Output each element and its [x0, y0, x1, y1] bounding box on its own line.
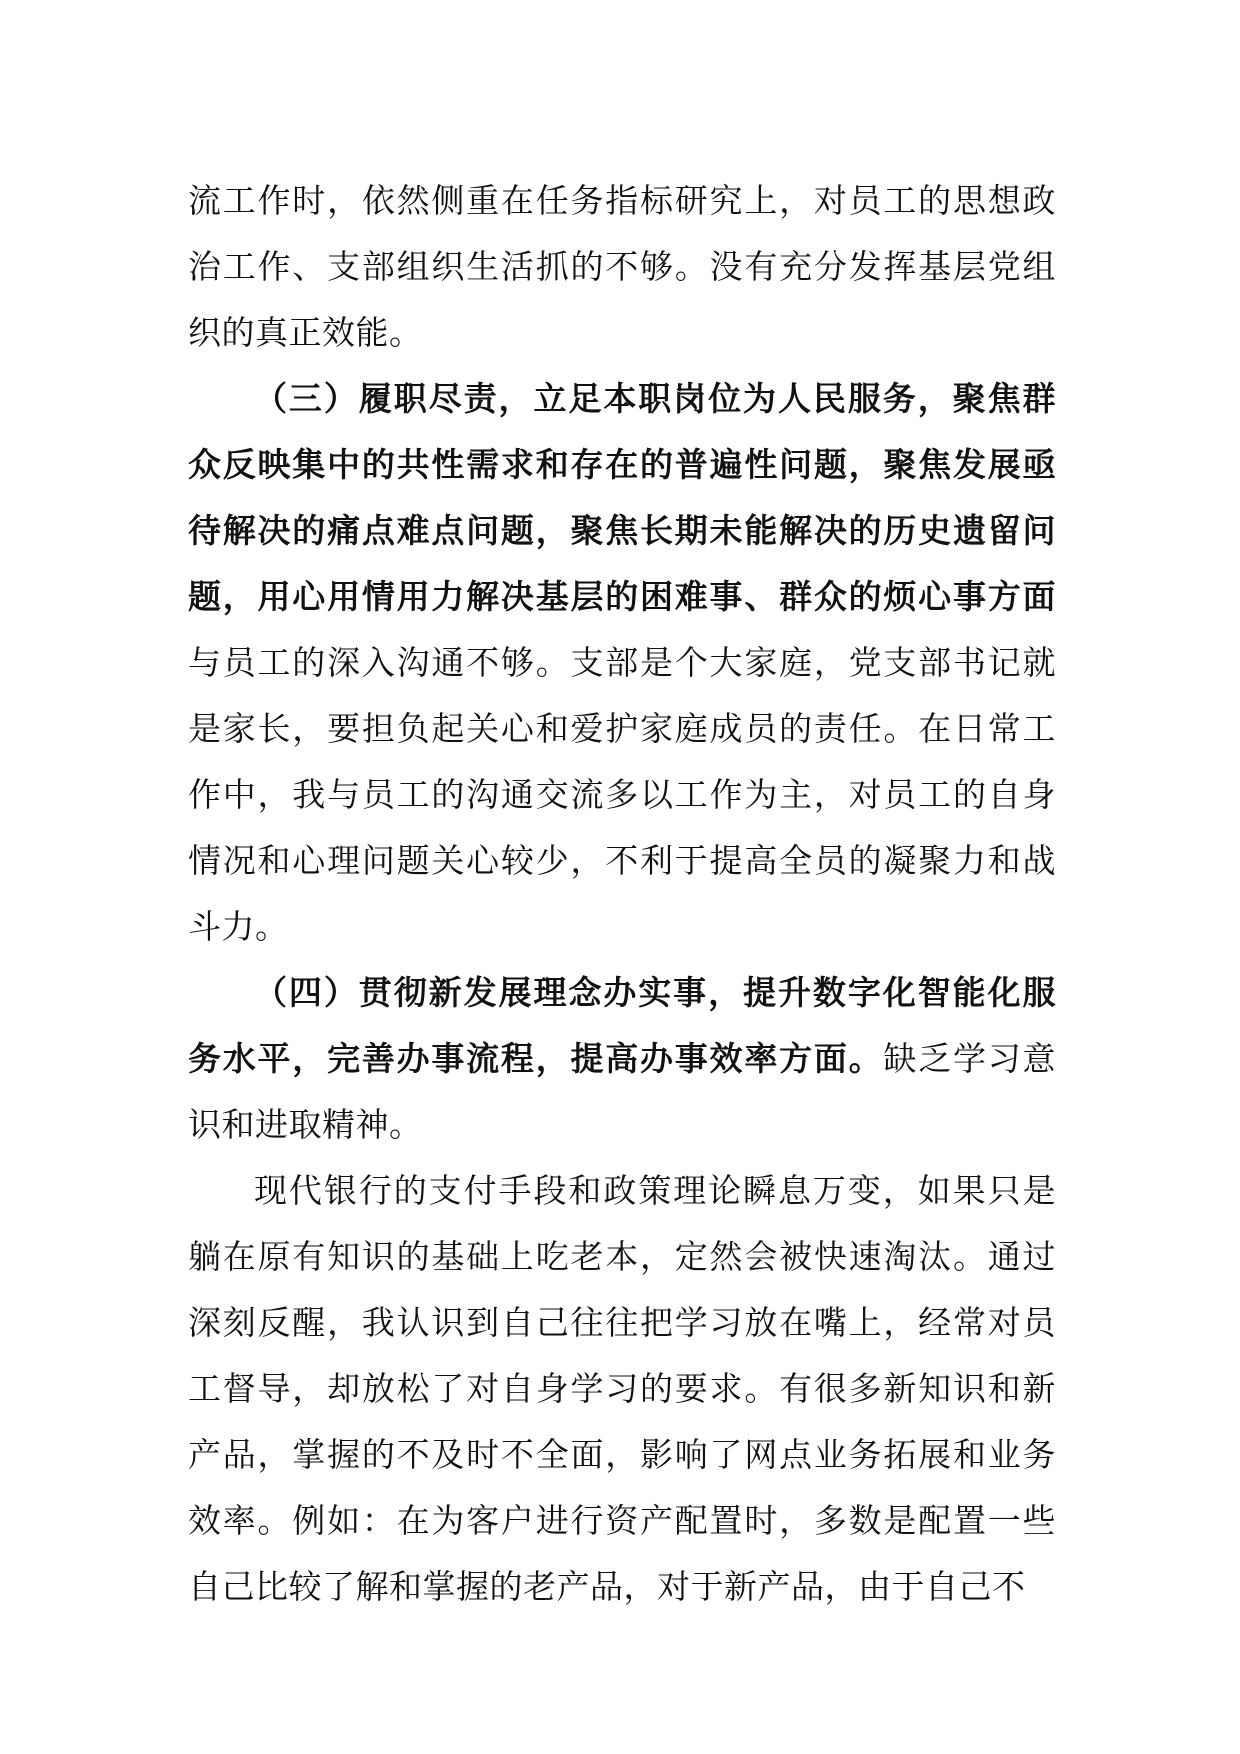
paragraph-body: 与员工的深入沟通不够。支部是个大家庭，党支部书记就是家长，要担负起关心和爱护家庭成员的责任。在日常工作中，我与员工的沟通交流多以工作为主，对员工的自身情况和心理问题关心较少，不利于提高全员的凝聚力和战斗力。 — [188, 643, 1056, 946]
paragraph-section-four — [188, 960, 1056, 1158]
paragraph-section-three — [188, 366, 1056, 960]
section-heading: （四）贯彻新发展理念办实事，提升数字化智能化服务水平，完善办事流程，提高办事效率方面。 — [188, 973, 1056, 1078]
section-heading: （三）履职尽责，立足本职岗位为人民服务，聚焦群众反映集中的共性需求和存在的普遍性问题，聚焦发展亟待解决的痛点难点问题，聚焦长期未能解决的历史遗留问题，用心用情用力解决基层的困难事、群众的烦心事方面 — [188, 379, 1056, 616]
paragraph-body: 现代银行的支付手段和政策理论瞬息万变，如果只是躺在原有知识的基础上吃老本，定然会被快速淘汰。通过深刻反醒，我认识到自己往往把学习放在嘴上，经常对员工督导，却放松了对自身学习的要求。有很多新知识和新产品，掌握的不及时不全面，影响了网点业务拓展和业务效率。例如：在为客户进行资产配置时，多数是配置一些自己比较了解和掌握的老产品，对于新产品，由于自己不 — [188, 1171, 1056, 1606]
paragraph-continuation — [188, 168, 1056, 366]
paragraph-body: 流工作时，依然侧重在任务指标研究上，对员工的思想政治工作、支部组织生活抓的不够。没有充分发挥基层党组织的真正效能。 — [188, 181, 1056, 352]
document-page — [188, 168, 1056, 1620]
paragraph-body: 缺乏学习意识和进取精神。 — [188, 1039, 1057, 1144]
paragraph-modern-banking — [188, 1158, 1056, 1620]
